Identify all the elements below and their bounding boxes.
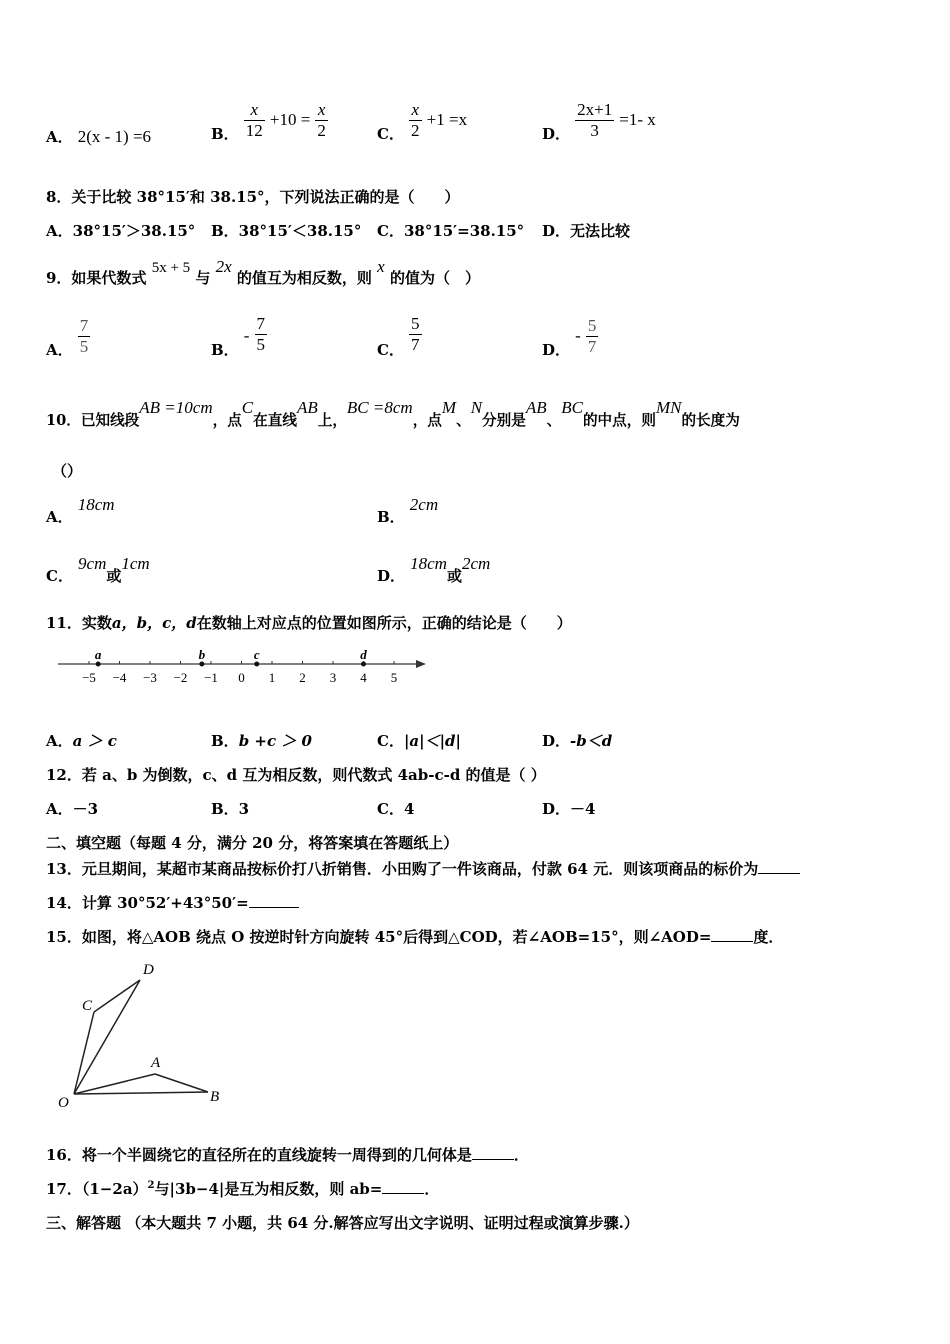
q10-option-d: D． 18cm或2cm — [377, 554, 491, 585]
q11-option-c: C．|a|＜|d| — [377, 732, 461, 750]
q12-stem: 12．若 a、b 为倒数，c、d 互为相反数，则代数式 4ab-c-d 的值是（ ） — [46, 766, 546, 784]
tick-label: −2 — [173, 670, 188, 685]
number-line-arrow — [416, 660, 426, 668]
tick-label: −5 — [82, 670, 96, 685]
section-3-heading: 三、解答题 （本大题共 7 小题，共 64 分.解答应写出文字说明、证明过程或演算步骤.） — [46, 1214, 639, 1232]
tick-label: 1 — [268, 670, 276, 685]
segment-ob — [74, 1092, 208, 1094]
q7-option-c: C． $\frac{x}{2}$ +1 =x — [377, 100, 468, 143]
q8-stem: 8．关于比较 38°15′和 38.15°，下列说法正确的是（ ） — [46, 188, 460, 206]
q11-option-b: B．b +c ＞ 0 — [211, 732, 312, 750]
q14-stem: 14．计算 30°52′+43°50′= — [46, 892, 299, 913]
q15-stem: 15．如图，将△AOB 绕点 O 按逆时针方向旋转 45°后得到△COD，若∠AOB=15°，则∠AOD= 度． — [46, 928, 784, 946]
q7-option-b: B． $\frac{x}{12}$ +10 = $\frac{x}{2}$ — [211, 100, 326, 143]
point-a — [96, 662, 101, 667]
q14-answer-blank[interactable] — [249, 893, 299, 908]
q17-answer-blank[interactable] — [382, 1179, 424, 1194]
q10-option-a: A． 18cm — [46, 495, 115, 526]
q11-stem: 11．实数a，b，c，d在数轴上对应点的位置如图所示，正确的结论是（ ） — [46, 614, 572, 632]
point-label-b: b — [198, 648, 206, 662]
point-label-a: a — [94, 648, 102, 662]
q10-stem: 10．已知线段AB =10cm，点C在直线AB上，BC =8cm，点M、N分别是AB、BC的中点，则MN的长度为 — [46, 398, 740, 429]
q8-option-c: C．38°15′=38.15° — [377, 222, 525, 240]
segment-cd — [94, 980, 140, 1012]
segment-ab — [155, 1074, 208, 1092]
q7-d-fraction: $\frac{2x+1}{3}$ — [577, 100, 613, 140]
q15-answer-blank[interactable] — [711, 927, 753, 942]
label-d: D — [143, 962, 154, 978]
q12-option-d: D．－4 — [542, 800, 596, 818]
segment-oc — [74, 1012, 94, 1094]
tick-label: −1 — [204, 670, 218, 685]
label-o: O — [58, 1095, 69, 1111]
q11-number-line — [56, 648, 436, 688]
point-c — [254, 662, 259, 667]
q16-stem: 16．将一个半圆绕它的直径所在的直线旋转一周得到的几何体是 ． — [46, 1146, 529, 1164]
q7-c-fraction: $\frac{x}{2}$ — [411, 100, 420, 140]
q13-answer-blank[interactable] — [758, 859, 800, 874]
q11-option-a: A．a ＞ c — [46, 732, 117, 750]
q7-option-a: A． 2(x - 1) =6 — [46, 127, 152, 146]
q10-paren: （） — [52, 462, 83, 480]
q9-c-fraction: $\frac{5}{7}$ — [411, 314, 420, 354]
q9-option-b: B． - $\frac{7}{5}$ — [211, 314, 266, 359]
q9-option-d: D． - $\frac{5}{7}$ — [542, 316, 597, 359]
tick-label: 5 — [390, 670, 398, 685]
q9-option-c: C． $\frac{5}{7}$ — [377, 314, 420, 359]
point-label-c: c — [253, 648, 260, 662]
tick-label: 2 — [299, 670, 306, 685]
tick-label: −4 — [112, 670, 127, 685]
q9-stem: 9．如果代数式 5x + 5 与 2x 的值互为相反数，则 x 的值为（ ） — [46, 257, 480, 287]
q8-option-b: B．38°15′＜38.15° — [211, 222, 362, 240]
point-label-d: d — [360, 648, 367, 662]
point-b — [199, 662, 204, 667]
tick-label: −3 — [143, 670, 157, 685]
segment-oa — [74, 1074, 155, 1094]
label-b: B — [210, 1089, 220, 1105]
q7-option-d: D． $\frac{2x+1}{3}$ =1- x — [542, 100, 656, 143]
point-d — [361, 662, 366, 667]
q7-b-fraction-1: $\frac{x}{12}$ — [245, 100, 263, 140]
tick-label: 3 — [329, 670, 337, 685]
q7-b-fraction-2: $\frac{x}{2}$ — [317, 100, 326, 140]
q8-option-d: D．无法比较 — [542, 222, 631, 240]
tick-label: 0 — [238, 670, 245, 685]
q8-option-a: A．38°15′＞38.15° — [46, 222, 196, 240]
q12-option-c: C．4 — [377, 800, 415, 818]
q7-options — [46, 100, 926, 150]
q9-d-fraction: $\frac{5}{7}$ — [587, 316, 597, 356]
q13-stem: 13．元旦期间，某超市某商品按标价打八折销售．小田购了一件该商品，付款 64 元．则该项商品的标价为 — [46, 858, 800, 879]
q12-option-a: A．－3 — [46, 800, 99, 818]
q12-option-b: B．3 — [211, 800, 250, 818]
q9-option-a: A． $\frac{7}{5}$ — [46, 316, 89, 359]
section-2-heading: 二、填空题（每题 4 分，满分 20 分，将答案填在答题纸上） — [46, 834, 459, 852]
label-a: A — [151, 1055, 161, 1071]
label-c: C — [82, 998, 93, 1014]
q15-rotation-figure — [50, 955, 250, 1115]
q9-b-fraction: $\frac{7}{5}$ — [256, 314, 266, 354]
tick-label: 4 — [360, 670, 367, 685]
q17-stem: 17．$(1-2a)^2$与|3b−4|是互为相反数，则 ab= ． — [46, 1180, 440, 1198]
q10-option-c: C． 9cm或1cm — [46, 554, 150, 585]
q10-option-b: B． 2cm — [377, 495, 439, 526]
q16-answer-blank[interactable] — [472, 1145, 514, 1160]
q9-a-fraction: $\frac{7}{5}$ — [79, 316, 89, 356]
q11-option-d: D．-b＜d — [542, 732, 613, 750]
